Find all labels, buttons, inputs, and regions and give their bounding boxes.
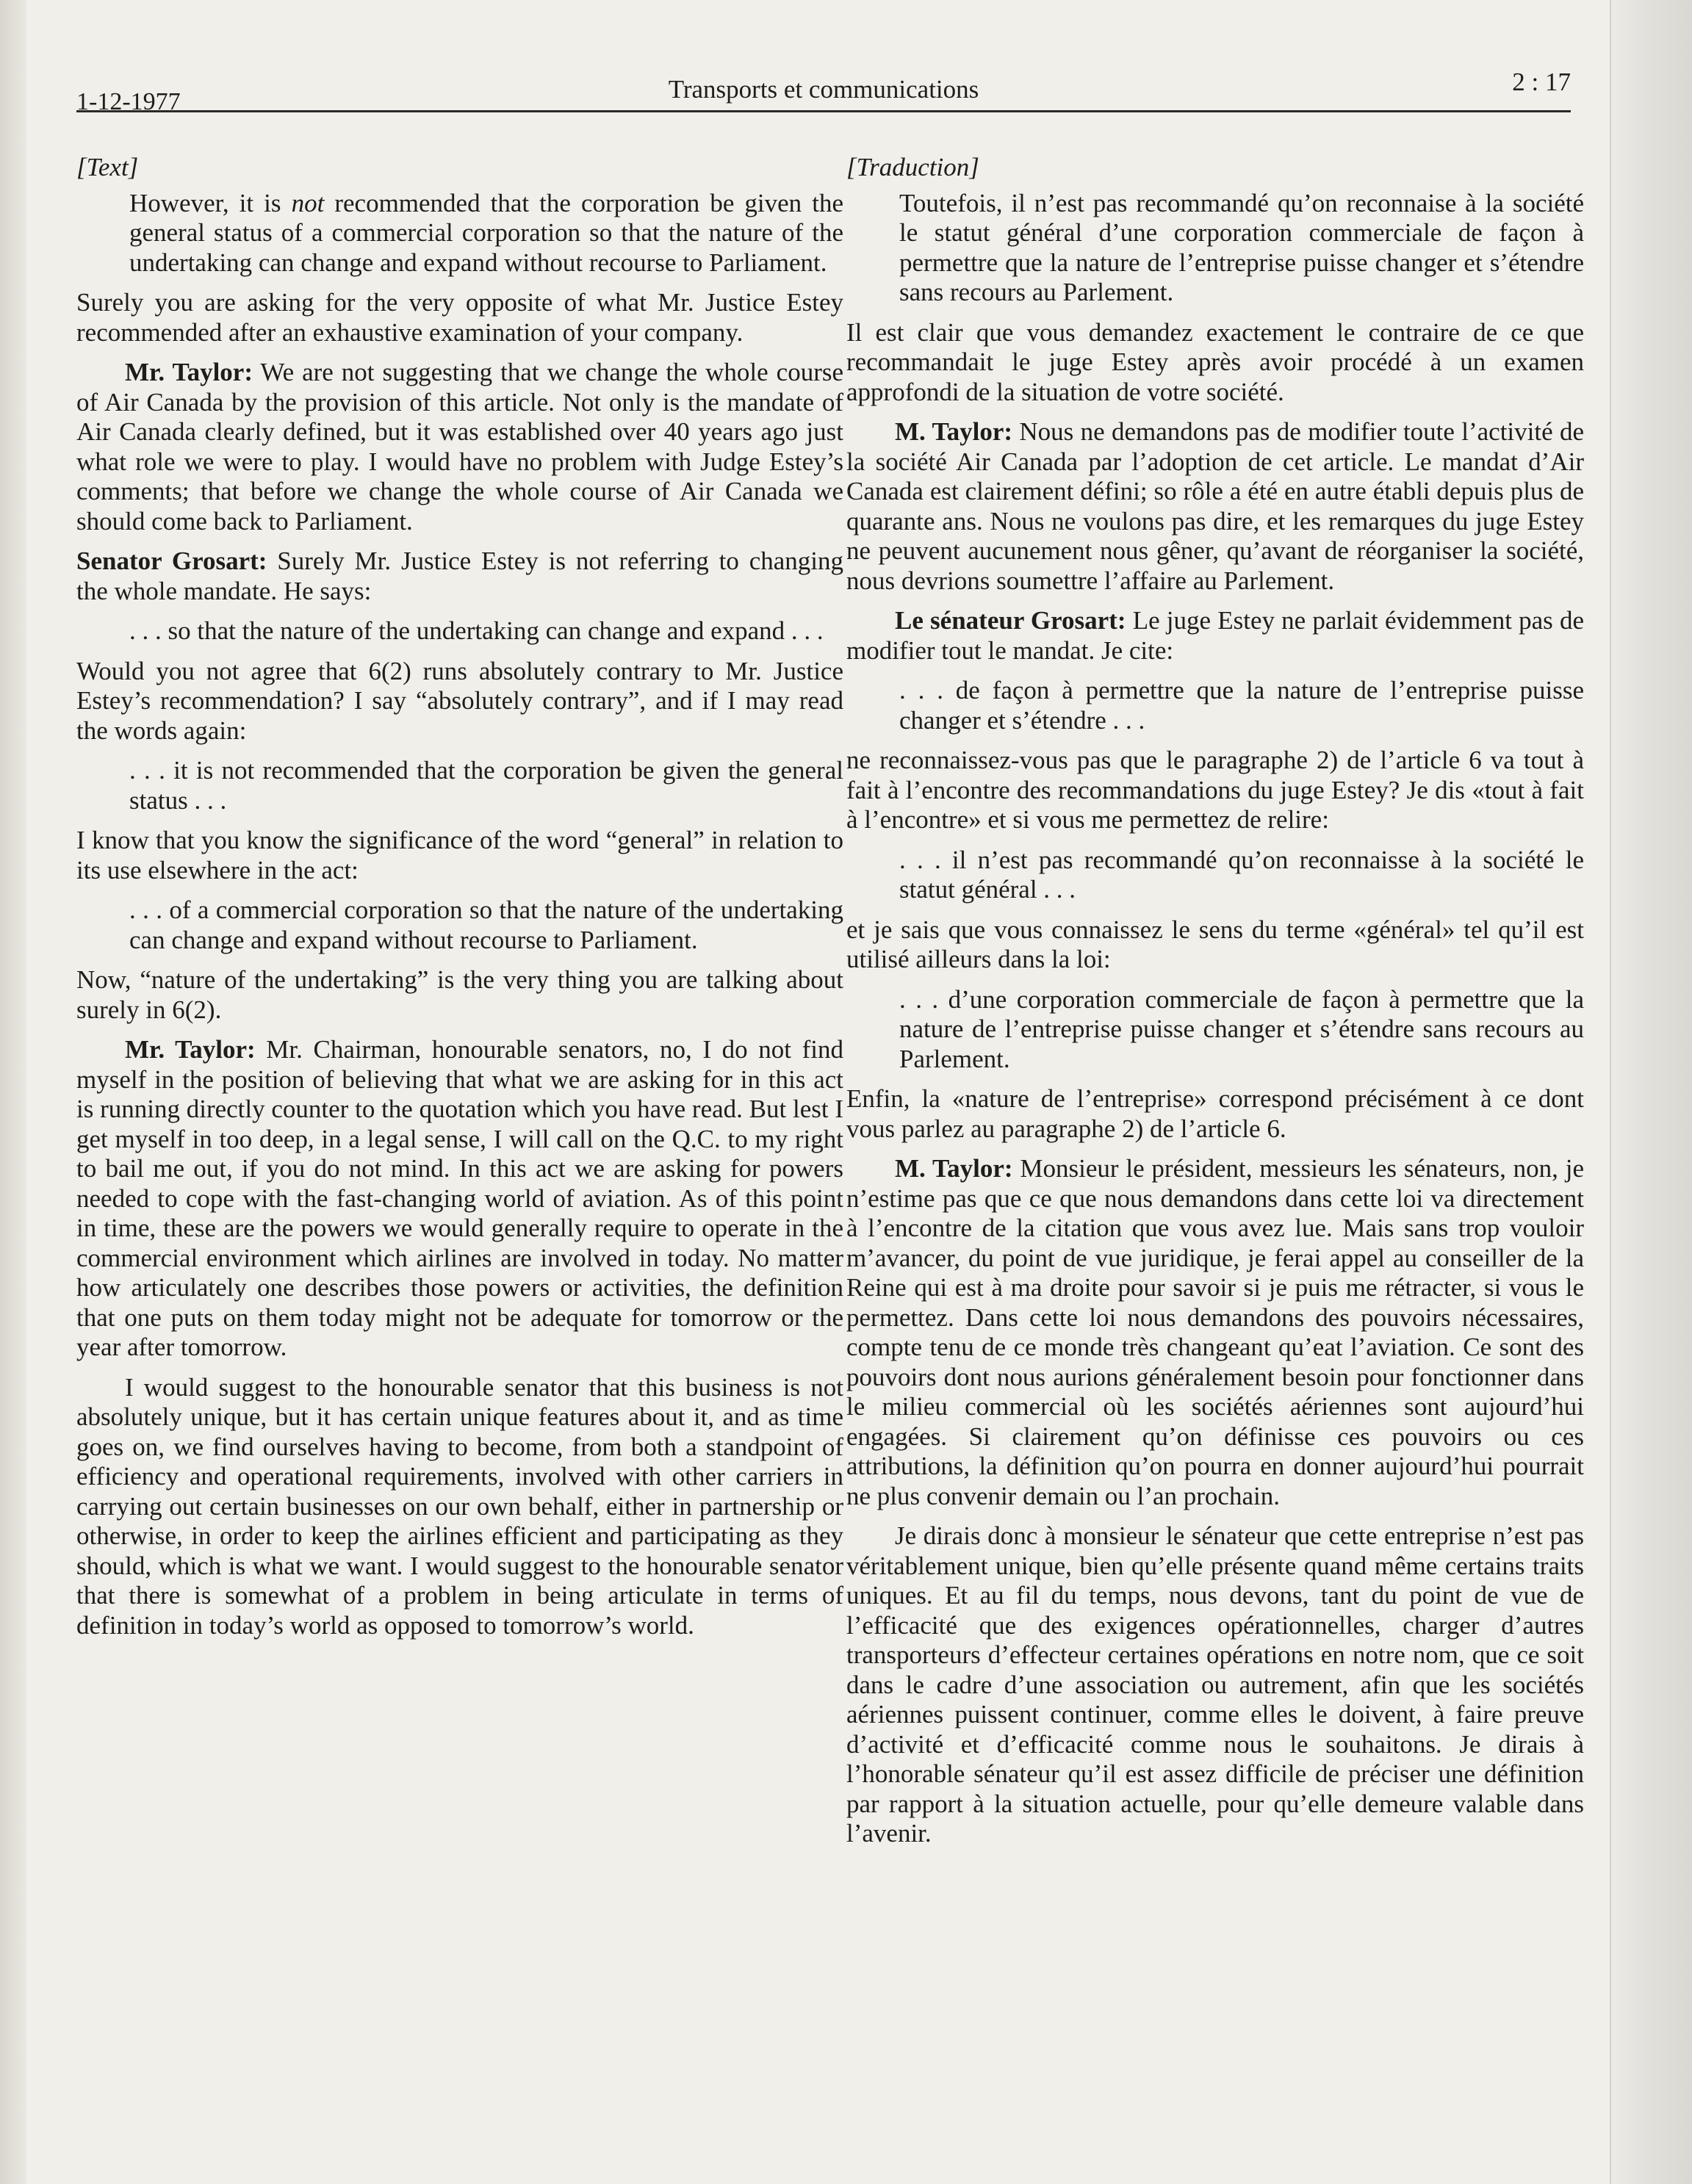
speech-text: We are not suggesting that we change the whole course of Air Canada by the provision of this article. Not only is the mandate of Air Canada clearly defined, but it was established over 40 years ago just what role we were to play. I would have no problem with Judge Estey’s comments; that before we change the whole course of Air Canada we should come back to Parliament. bbox=[76, 358, 844, 536]
speaker-name: Mr. Taylor: bbox=[125, 1035, 256, 1064]
block-quote bbox=[76, 189, 843, 278]
speaker-paragraph bbox=[76, 1035, 843, 1363]
column-label-text: Traduction bbox=[856, 153, 970, 181]
block-quote: . . . de façon à permettre que la nature de l’entreprise puisse changer et s’étendre . . . bbox=[899, 676, 1584, 735]
paragraph: Would you not agree that 6(2) runs absolutely contrary to Mr. Justice Estey’s recommendation? I say “absolutely contrary”, and if I may read the words again: bbox=[76, 656, 843, 745]
block-quote: . . . of a commercial corporation so that the nature of the undertaking can change and expand without recourse to Parliament. bbox=[129, 895, 843, 954]
speaker-name: M. Taylor: bbox=[895, 1154, 1013, 1183]
speech-text: Le juge Estey ne parlait évidemment pas de modifier tout le mandat. Je cite: bbox=[846, 606, 1584, 665]
french-column bbox=[846, 153, 1584, 1859]
header-title: Transports et communications bbox=[668, 75, 979, 104]
block-quote: . . . il n’est pas recommandé qu’on reconnaisse à la société le statut général . . . bbox=[899, 845, 1584, 904]
header-date: 1-12-1977 bbox=[76, 88, 181, 115]
speaker-name: Senator Grosart: bbox=[76, 547, 267, 575]
quote-text: recommended that the corporation be given the general status of a commercial corporation so that the nature of the undertaking can change and expand without recourse to Parliament. bbox=[129, 188, 843, 277]
speaker-name: Mr. Taylor: bbox=[125, 358, 253, 386]
speaker-paragraph bbox=[846, 1154, 1584, 1511]
paragraph: Je dirais donc à monsieur le sénateur que cette entreprise n’est pas véritablement unique, bien qu’elle présente quand même certains traits uniques. Et au fil du temps, nous devons, tant du point de vue de l’efficacité que des exigences opérationnelles, charger d’autres transporteurs d’effecteur certaines opérations en notre nom, que ce soit dans le cadre d’une association ou autrement, afin que les sociétés aériennes puissent continuer, comme elles le doivent, à faire preuve d’activité et d’efficacité comme nous le souhaitons. Je dirais à l’honorable sénateur qu’il est assez difficile de préciser une définition par rapport à la situation actuelle, pour qu’elle demeure valable dans l’avenir. bbox=[846, 1521, 1584, 1848]
column-label: [Text] bbox=[76, 153, 139, 181]
block-quote: . . . d’une corporation commerciale de façon à permettre que la nature de l’entreprise puisse changer et s’étendre sans recours au Parlement. bbox=[899, 984, 1584, 1073]
quote-text: However, it is bbox=[129, 188, 292, 217]
paragraph: et je sais que vous connaissez le sens du terme «général» tel qu’il est utilisé ailleurs dans la loi: bbox=[846, 915, 1584, 973]
speech-text: Surely Mr. Justice Estey is not referring to changing the whole mandate. He says: bbox=[76, 547, 843, 605]
page-edge bbox=[1610, 0, 1692, 2184]
english-column bbox=[76, 153, 843, 1651]
speaker-name: Le sénateur Grosart: bbox=[895, 606, 1126, 635]
paragraph: Enfin, la «nature de l’entreprise» correspond précisément à ce dont vous parlez au paragraphe 2) de l’article 6. bbox=[846, 1084, 1584, 1143]
block-quote: . . . it is not recommended that the corporation be given the general status . . . bbox=[129, 756, 843, 815]
header-page-number: 2 : 17 bbox=[1512, 68, 1571, 96]
block-quote: Toutefois, il n’est pas recommandé qu’on reconnaise à la société le statut général d’une corporation commerciale de façon à permettre que la nature de l’entreprise puisse changer et s’étendre sans recours au Parlement. bbox=[899, 188, 1584, 306]
speaker-paragraph bbox=[76, 547, 843, 606]
speaker-paragraph bbox=[846, 606, 1584, 666]
speaker-paragraph bbox=[846, 417, 1584, 596]
paragraph: ne reconnaissez-vous pas que le paragraphe 2) de l’article 6 va tout à fait à l’encontre des recommandations du juge Estey? Je dis «tout à fait à l’encontre» et si vous me permettez de relire: bbox=[846, 746, 1584, 834]
paragraph: Now, “nature of the undertaking” is the very thing you are talking about surely in 6(2). bbox=[76, 965, 843, 1024]
column-label: [Traduction] bbox=[846, 153, 979, 181]
column-label-text: Text bbox=[86, 153, 129, 181]
speech-text: Nous ne demandons pas de modifier toute l’activité de la société Air Canada par l’adoption de cet article. Le mandat d’Air Canada est clairement défini; so rôle a été en autre établi depuis plus de quarante ans. Nous ne voulons pas dire, et les remarques du juge Estey ne peuvent aucunement nous gêner, qu’avant de réorganiser la société, nous devrions soumettre l’affaire au Parlement. bbox=[846, 417, 1585, 595]
paragraph: I would suggest to the honourable senator that this business is not absolutely unique, but it has certain unique features about it, and as time goes on, we find ourselves having to become, from both a standpoint of efficiency and operational requirements, involved with other carriers in carrying out certain businesses on our own behalf, either in partnership or otherwise, in order to keep the airlines efficient and participating as they should, which is what we want. I would suggest to the honourable senator that there is somewhat of a problem in being articulate in terms of definition in today’s world as opposed to tomorrow’s world. bbox=[76, 1372, 843, 1640]
quote-emphasis: not bbox=[291, 188, 325, 217]
speaker-paragraph bbox=[76, 358, 843, 536]
paragraph: I know that you know the significance of the word “general” in relation to its use elsewhere in the act: bbox=[76, 826, 843, 884]
speaker-name: M. Taylor: bbox=[895, 417, 1013, 446]
block-quote: . . . so that the nature of the undertaking can change and expand . . . bbox=[129, 616, 824, 645]
page-header bbox=[76, 68, 1571, 115]
speech-text: Mr. Chairman, honourable senators, no, I do not find myself in the position of believing that what we are asking for in this act is running directly counter to the quotation which you have read. But lest I get myself in too deep, in a legal sense, I will call on the Q.C. to my right to bail me out, if you do not mind. In this act we are asking for powers needed to cope with the fast-changing world of aviation. As of this point in time, these are the powers we would generally require to operate in the commercial environment which airlines are involved in today. No matter how articulately one describes those powers or activities, the definition that one puts on them today might not be adequate for tomorrow or the year after tomorrow. bbox=[76, 1035, 843, 1361]
page-gutter-shadow bbox=[0, 0, 26, 2184]
paragraph: Il est clair que vous demandez exactement le contraire de ce que recommandait le juge Estey après avoir procédé à un examen approfondi de la situation de votre société. bbox=[846, 317, 1584, 406]
paragraph: Surely you are asking for the very opposite of what Mr. Justice Estey recommended after an exhaustive examination of your company. bbox=[76, 288, 843, 347]
speech-text: Monsieur le président, messieurs les sénateurs, non, je n’estime pas que ce que nous demandons dans cette loi va directement à l’encontre de la citation que vous avez lue. Mais sans trop vouloir m’avancer, du point de vue juridique, je ferai appel au conseiller de la Reine qui est à ma droite pour savoir si je puis me rétracter, si vous le permettez. Dans cette loi nous demandons des pouvoirs nécessaires, compte tenu de ce monde très changeant qu’eat l’aviation. Ce sont des pouvoirs dont nous aurions généralement besoin pour fonctionner dans le milieu commercial où les sociétés aériennes sont aujourd’hui engagées. Si clairement qu’on définisse ces pouvoirs ou ces attributions, la définition qu’on pourra en donner aujourd’hui pourrait ne plus convenir demain ou l’an prochain. bbox=[846, 1154, 1584, 1510]
